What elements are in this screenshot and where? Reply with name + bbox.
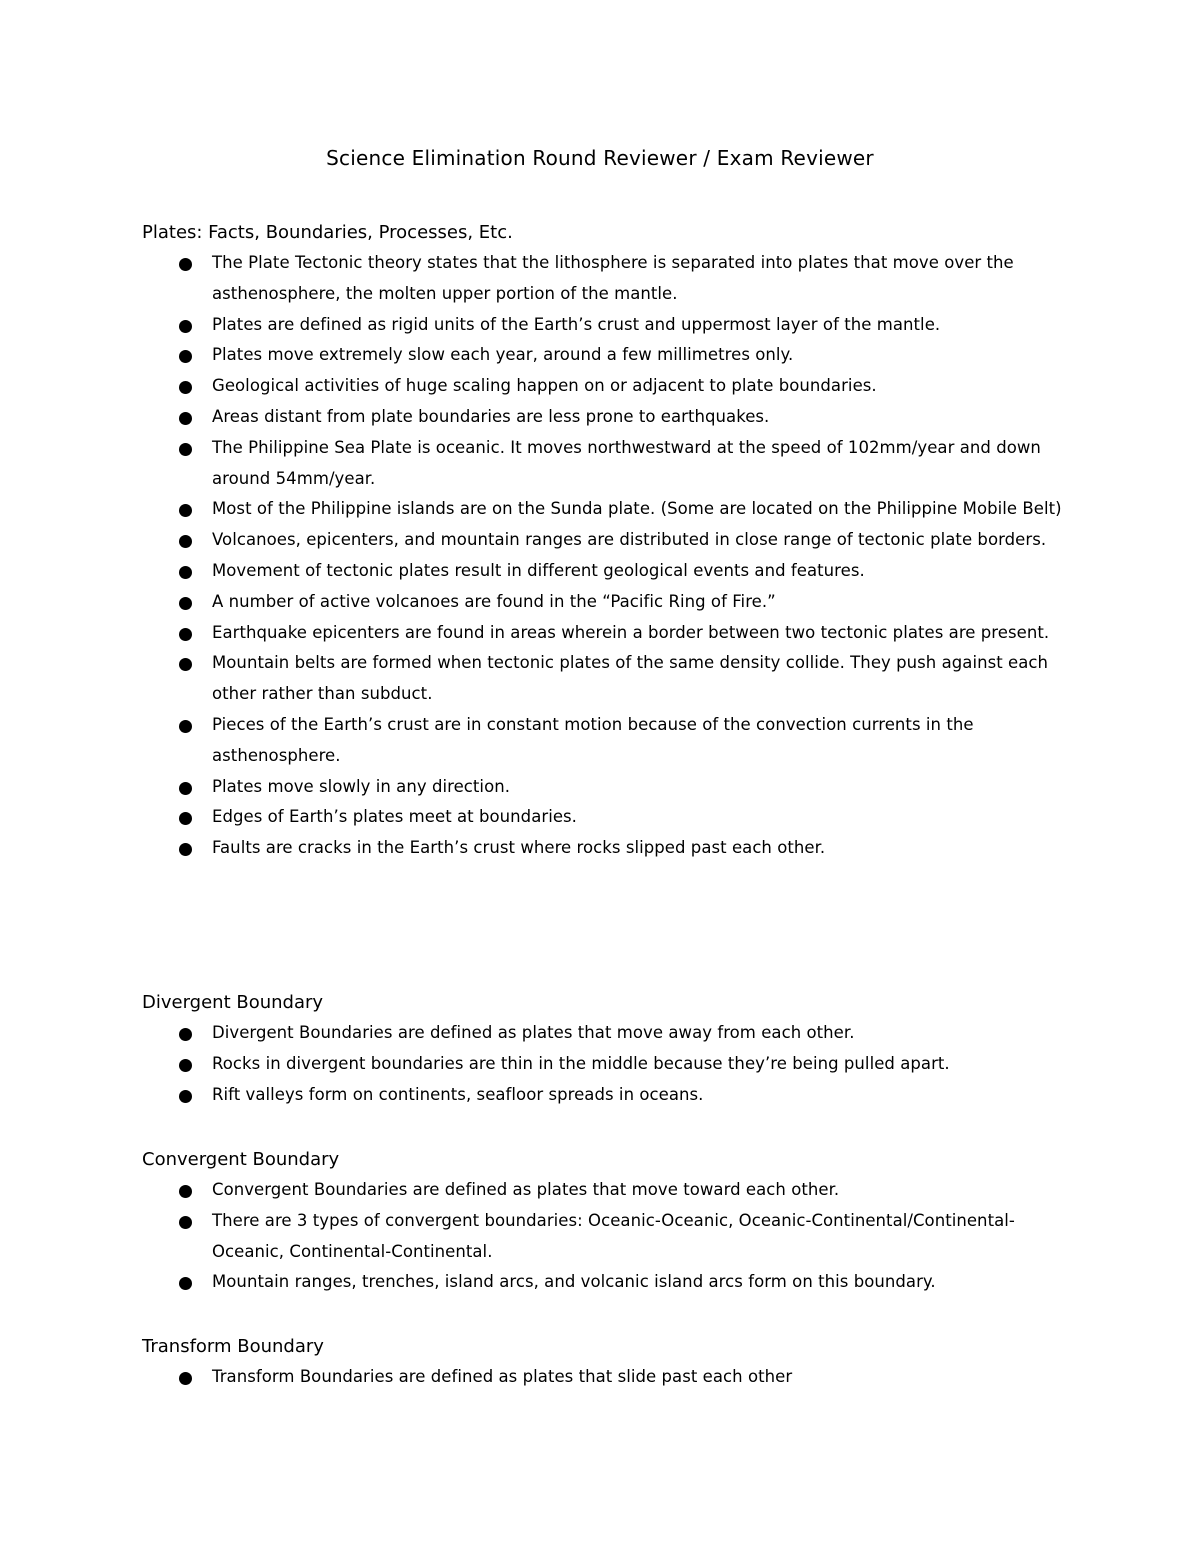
bullet-icon [179,1277,192,1290]
bullet-icon [179,597,192,610]
bullet-list-plates [142,248,1072,864]
list-item-text: Movement of tectonic plates result in different geological events and features. [212,560,865,580]
bullet-icon [179,782,192,795]
bullet-icon [179,535,192,548]
bullet-icon [179,320,192,333]
list-item [142,833,1072,864]
bullet-icon [179,628,192,641]
bullet-icon [179,504,192,517]
bullet-list-divergent [142,1018,1072,1110]
list-item [142,1175,1072,1206]
list-item-text: There are 3 types of convergent boundaries: Oceanic-Oceanic, Oceanic-Continental/Continental-Oceanic, Continental-Continental. [212,1210,1015,1261]
list-item-text: Plates move slowly in any direction. [212,776,511,796]
bullet-icon [179,350,192,363]
list-item [142,371,1072,402]
list-item [142,1206,1072,1268]
section-convergent-boundary [142,1145,1072,1298]
list-item-text: Most of the Philippine islands are on the Sunda plate. (Some are located on the Philippine Mobile Belt) [212,499,1062,519]
list-item-text: Pieces of the Earth’s crust are in constant motion because of the convection currents in the asthenosphere. [212,714,974,765]
list-item-text: Volcanoes, epicenters, and mountain ranges are distributed in close range of tectonic plate borders. [212,530,1047,550]
section-heading-divergent: Divergent Boundary [142,992,324,1013]
bullet-icon [179,412,192,425]
list-item [142,1080,1072,1111]
bullet-icon [179,1059,192,1072]
list-item [142,340,1072,371]
list-item-text: Plates move extremely slow each year, around a few millimetres only. [212,345,794,365]
section-heading-transform: Transform Boundary [142,1336,324,1357]
list-item-text: Plates are defined as rigid units of the Earth’s crust and uppermost layer of the mantle. [212,314,941,334]
list-item-text: Transform Boundaries are defined as plates that slide past each other [212,1367,793,1386]
list-item [142,433,1072,495]
list-item [142,1362,1072,1393]
section-heading-plates: Plates: Facts, Boundaries, Processes, Etc. [142,222,513,243]
list-item-text: Rocks in divergent boundaries are thin in the middle because they’re being pulled apart. [212,1053,950,1073]
document-title: Science Elimination Round Reviewer / Exam Reviewer [326,146,874,170]
list-item [142,494,1072,525]
bullet-icon [179,1372,192,1385]
list-item [142,248,1072,310]
bullet-icon [179,1185,192,1198]
list-item [142,1267,1072,1298]
list-item-text: Geological activities of huge scaling happen on or adjacent to plate boundaries. [212,376,877,396]
list-item [142,402,1072,433]
list-item-text: Divergent Boundaries are defined as plates that move away from each other. [212,1023,855,1042]
list-item-text: Mountain ranges, trenches, island arcs, and volcanic island arcs form on this boundary. [212,1272,936,1292]
bullet-icon [179,658,192,671]
bullet-icon [179,1028,192,1041]
section-divergent-boundary [142,988,1072,1110]
list-item-text: The Philippine Sea Plate is oceanic. It moves northwestward at the speed of 102mm/year and down around 54mm/year. [212,437,1041,488]
bullet-icon [179,381,192,394]
list-item-text: The Plate Tectonic theory states that the lithosphere is separated into plates that move over the asthenosphere, the molten upper portion of the mantle. [212,253,1014,303]
list-item-text: Mountain belts are formed when tectonic plates of the same density collide. They push against each other rather than subduct. [212,653,1049,704]
list-item [142,1018,1072,1049]
list-item [142,1049,1072,1080]
list-item-text: Faults are cracks in the Earth’s crust where rocks slipped past each other. [212,838,826,858]
list-item [142,772,1072,803]
list-item-text: Earthquake epicenters are found in areas wherein a border between two tectonic plates are present. [212,622,1050,642]
list-item-text: Convergent Boundaries are defined as plates that move toward each other. [212,1180,840,1199]
list-item [142,525,1072,556]
bullet-icon [179,443,192,456]
bullet-icon [179,258,192,271]
bullet-icon [179,1090,192,1103]
bullet-icon [179,812,192,825]
list-item [142,618,1072,649]
list-item [142,802,1072,833]
section-plates [142,218,1072,864]
section-heading-convergent: Convergent Boundary [142,1149,340,1170]
bullet-icon [179,566,192,579]
list-item [142,556,1072,587]
bullet-icon [179,1216,192,1229]
section-transform-boundary [142,1332,1072,1393]
list-item [142,587,1072,618]
list-item-text: Rift valleys form on continents, seafloor spreads in oceans. [212,1084,704,1104]
list-item [142,648,1072,710]
list-item-text: A number of active volcanoes are found in the “Pacific Ring of Fire.” [212,591,776,611]
bullet-icon [179,720,192,733]
list-item [142,310,1072,341]
bullet-list-convergent [142,1175,1072,1298]
list-item [142,710,1072,772]
list-item-text: Edges of Earth’s plates meet at boundaries. [212,807,577,827]
list-item-text: Areas distant from plate boundaries are less prone to earthquakes. [212,406,770,426]
bullet-icon [179,843,192,856]
bullet-list-transform [142,1362,1072,1393]
